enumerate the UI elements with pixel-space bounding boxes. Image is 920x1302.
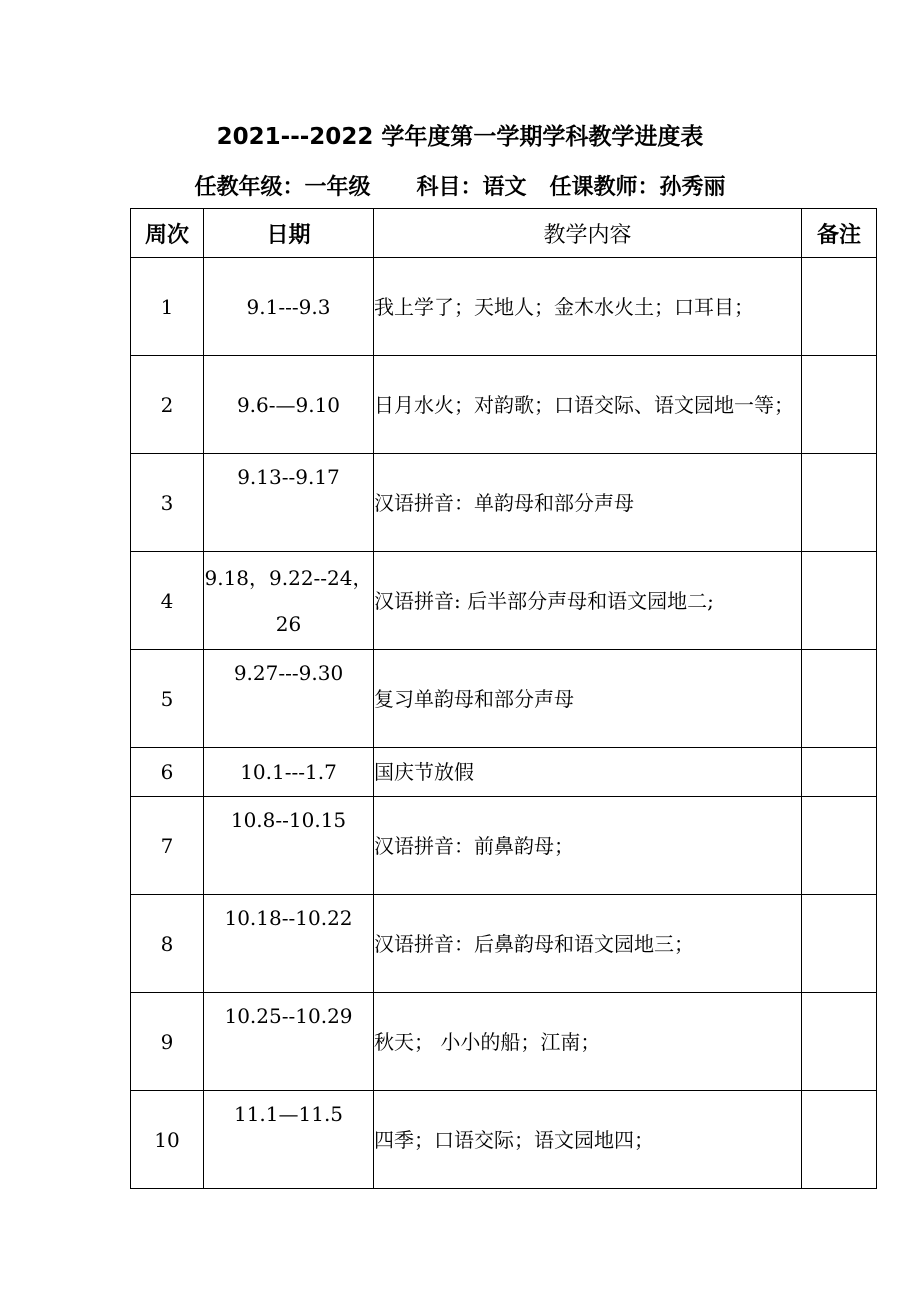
date-cell: 10.18--10.22 (204, 895, 374, 993)
date-cell: 11.1—11.5 (204, 1091, 374, 1189)
header-notes: 备注 (802, 209, 877, 258)
content-cell: 四季；口语交际；语文园地四； (374, 1091, 802, 1189)
schedule-table (130, 208, 877, 1189)
notes-cell (802, 748, 877, 797)
notes-cell (802, 356, 877, 454)
content-cell: 我上学了；天地人；金木水火土；口耳目； (374, 258, 802, 356)
week-cell: 9 (131, 993, 204, 1091)
table-row (131, 797, 877, 895)
week-cell: 4 (131, 552, 204, 650)
notes-cell (802, 895, 877, 993)
date-cell: 9.1---9.3 (204, 258, 374, 356)
content-cell: 汉语拼音: 后半部分声母和语文园地二; (374, 552, 802, 650)
date-cell: 10.1---1.7 (204, 748, 374, 797)
table-row (131, 1091, 877, 1189)
week-cell: 1 (131, 258, 204, 356)
date-cell: 10.25--10.29 (204, 993, 374, 1091)
table-row (131, 552, 877, 650)
notes-cell (802, 454, 877, 552)
content-cell: 秋天； 小小的船；江南； (374, 993, 802, 1091)
week-cell: 8 (131, 895, 204, 993)
table-header-row (131, 209, 877, 258)
notes-cell (802, 650, 877, 748)
week-cell: 2 (131, 356, 204, 454)
header-content: 教学内容 (374, 209, 802, 258)
week-cell: 3 (131, 454, 204, 552)
date-cell: 9.18，9.22--24，26 (204, 552, 374, 650)
table-row (131, 748, 877, 797)
week-cell: 10 (131, 1091, 204, 1189)
date-cell: 9.6-—9.10 (204, 356, 374, 454)
date-cell: 9.13--9.17 (204, 454, 374, 552)
notes-cell (802, 552, 877, 650)
notes-cell (802, 993, 877, 1091)
document-title: 2021---2022 学年度第一学期学科教学进度表 (216, 124, 704, 150)
date-cell: 9.27---9.30 (204, 650, 374, 748)
content-cell: 复习单韵母和部分声母 (374, 650, 802, 748)
document-subtitle: 任教年级：一年级 科目：语文 任课教师：孙秀丽 (194, 175, 726, 200)
notes-cell (802, 258, 877, 356)
table-row (131, 258, 877, 356)
notes-cell (802, 1091, 877, 1189)
content-cell: 汉语拼音：后鼻韵母和语文园地三； (374, 895, 802, 993)
header-date: 日期 (204, 209, 374, 258)
notes-cell (802, 797, 877, 895)
table-row (131, 650, 877, 748)
content-cell: 国庆节放假 (374, 748, 802, 797)
week-cell: 5 (131, 650, 204, 748)
table-row (131, 356, 877, 454)
table-row (131, 895, 877, 993)
content-cell: 日月水火；对韵歌；口语交际、语文园地一等； (374, 356, 802, 454)
date-cell: 10.8--10.15 (204, 797, 374, 895)
week-cell: 6 (131, 748, 204, 797)
header-week: 周次 (131, 209, 204, 258)
week-cell: 7 (131, 797, 204, 895)
content-cell: 汉语拼音：前鼻韵母； (374, 797, 802, 895)
table-row (131, 454, 877, 552)
table-row (131, 993, 877, 1091)
content-cell: 汉语拼音：单韵母和部分声母 (374, 454, 802, 552)
